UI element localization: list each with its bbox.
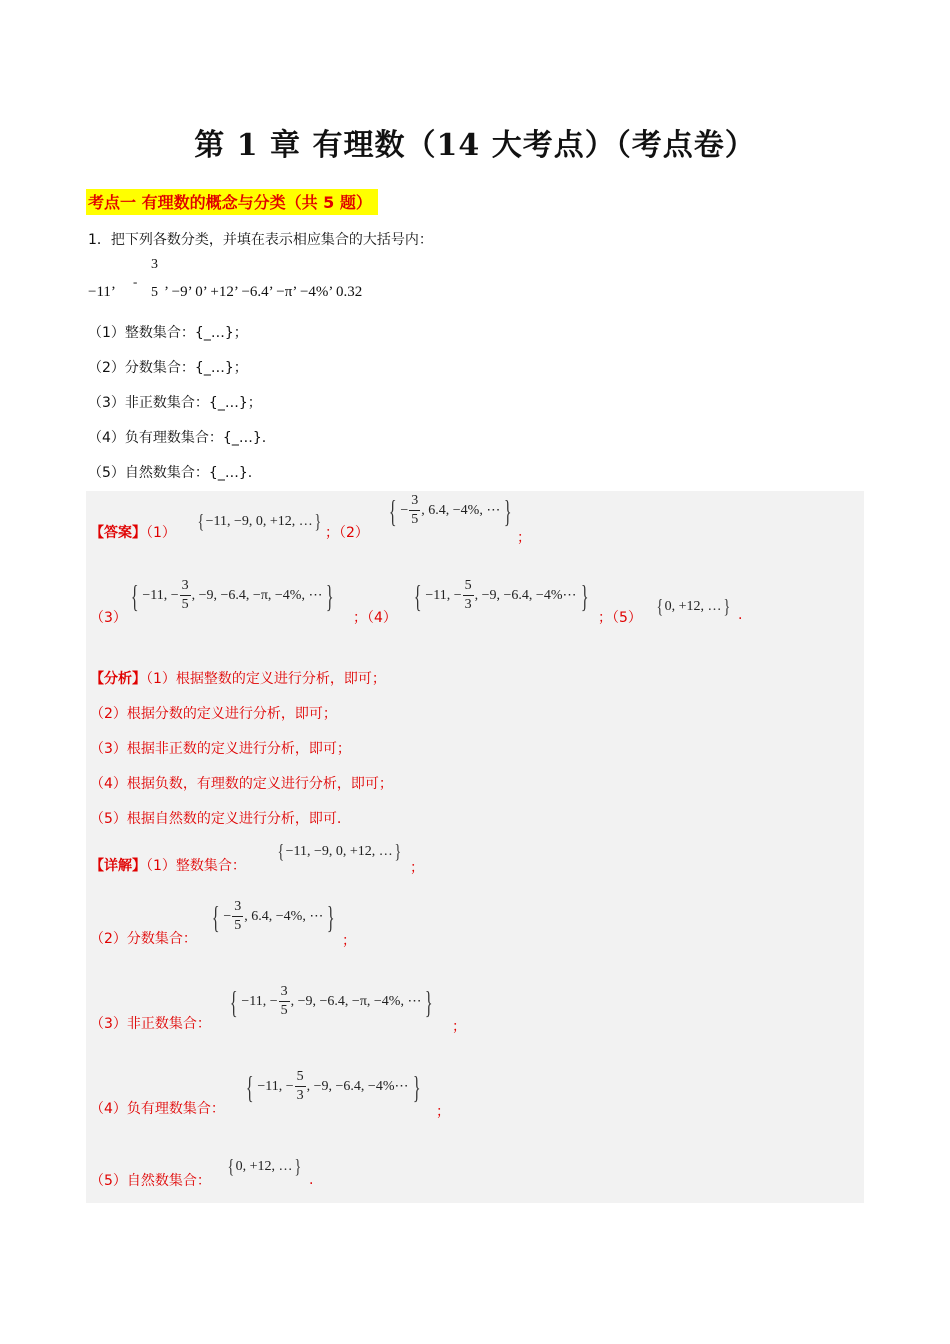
question-stem: 1．把下列各数分类，并填在表示相应集合的大括号内： bbox=[88, 232, 433, 248]
answer-set-5: { 0, +12, … } bbox=[656, 596, 730, 618]
question-item-4: （4）负有理数集合：{_…}. bbox=[88, 430, 267, 446]
question-item-3: （3）非正数集合：{_…}； bbox=[88, 395, 262, 411]
detail-set-5: { 0, +12, … } bbox=[227, 1156, 301, 1178]
page-title: 第 1 章 有理数（14 大考点）（考点卷） bbox=[194, 128, 756, 163]
answer-p3: （3） bbox=[90, 610, 127, 626]
answer-end: . bbox=[738, 607, 743, 623]
answer-set-2: { − $\frac{3}{5}$ , 6.4, −4%, ⋯ } bbox=[388, 492, 512, 529]
number-list-rest: ’ −9’ 0’ +12’ −6.4’ −π’ −4%’ 0.32 bbox=[164, 284, 363, 300]
answer-sep-3: ；（4） bbox=[353, 610, 397, 626]
analysis-line-1: 【分析】（1）根据整数的定义进行分析，即可； bbox=[90, 671, 386, 687]
question-item-5: （5）自然数集合：{_…}. bbox=[88, 465, 253, 481]
number-minus-11: −11’ bbox=[88, 284, 116, 300]
analysis-line-4: （4）根据负数，有理数的定义进行分析，即可； bbox=[90, 776, 393, 792]
question-item-2: （2）分数集合：{_…}； bbox=[88, 360, 248, 376]
answer-sep-2: ； bbox=[517, 530, 531, 546]
number-fraction-sign: - bbox=[133, 274, 138, 289]
analysis-line-3: （3）根据非正数的定义进行分析，即可； bbox=[90, 741, 351, 757]
answer-sep-4: ；（5） bbox=[598, 610, 642, 626]
question-item-1: （1）整数集合：{_…}； bbox=[88, 325, 248, 341]
detail-line-5: （5）自然数集合： bbox=[90, 1173, 211, 1189]
detail-set-1: { −11, −9, 0, +12, … } bbox=[277, 841, 401, 863]
detail-line-3: （3）非正数集合： bbox=[90, 1016, 211, 1032]
detail-semi-1: ； bbox=[410, 860, 424, 876]
detail-semi-2: ； bbox=[342, 933, 356, 949]
section-heading: 考点一 有理数的概念与分类（共 5 题） bbox=[86, 189, 378, 215]
answer-set-4: { −11, − $\frac{5}{3}$ , −9, −6.4, −4%⋯ } bbox=[413, 577, 589, 614]
detail-set-3: { −11, − $\frac{3}{5}$ , −9, −6.4, −π, −4%, ⋯ } bbox=[229, 983, 433, 1020]
analysis-line-2: （2）根据分数的定义进行分析，即可； bbox=[90, 706, 337, 722]
detail-end: . bbox=[309, 1172, 314, 1188]
detail-set-4: { −11, − $\frac{5}{3}$ , −9, −6.4, −4%⋯ } bbox=[245, 1068, 421, 1105]
detail-line-1: 【详解】（1）整数集合： bbox=[90, 858, 246, 874]
answer-sep-1: ；（2） bbox=[325, 525, 369, 541]
detail-semi-3: ； bbox=[452, 1019, 466, 1035]
detail-semi-4: ； bbox=[436, 1104, 450, 1120]
detail-set-2: { − $\frac{3}{5}$ , 6.4, −4%, ⋯ } bbox=[211, 898, 335, 935]
number-fraction: 3 5 bbox=[151, 257, 158, 300]
answer-set-3: { −11, − $\frac{3}{5}$ , −9, −6.4, −π, −4%, ⋯ } bbox=[130, 577, 334, 614]
analysis-line-5: （5）根据自然数的定义进行分析，即可. bbox=[90, 811, 342, 827]
detail-line-2: （2）分数集合： bbox=[90, 931, 197, 947]
answer-set-1: { −11, −9, 0, +12, … } bbox=[197, 511, 321, 533]
answer-label: 【答案】（1） bbox=[90, 525, 176, 541]
detail-line-4: （4）负有理数集合： bbox=[90, 1101, 225, 1117]
